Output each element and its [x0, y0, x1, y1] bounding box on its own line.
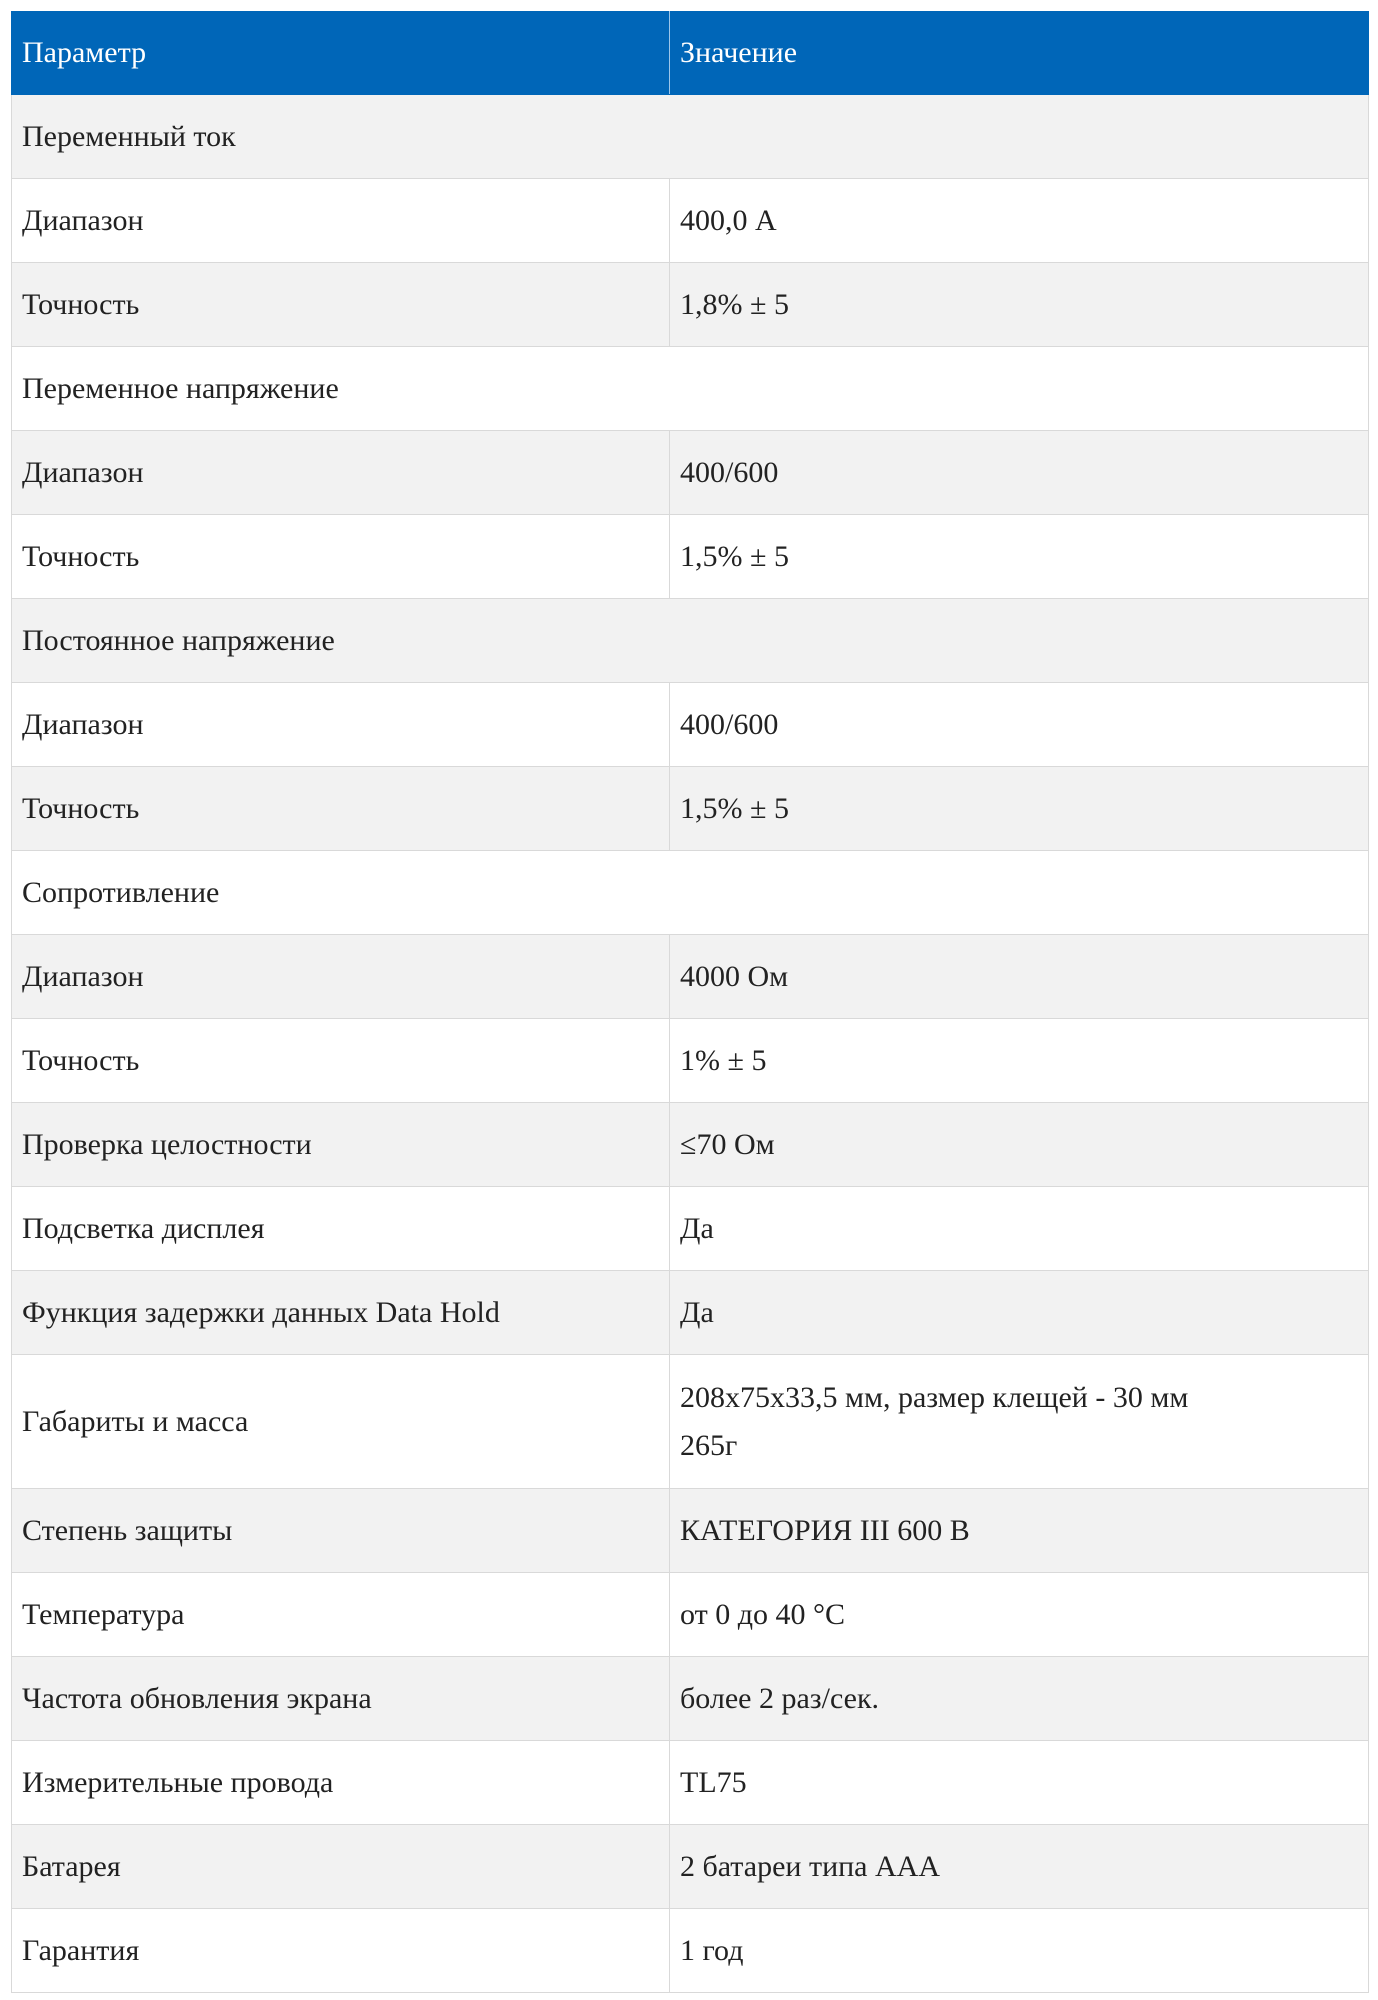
- table-row: [12, 935, 1369, 1019]
- table-row: [12, 1909, 1369, 1993]
- table-row: [12, 179, 1369, 263]
- param-cell: Точность: [12, 1019, 670, 1103]
- table-row: [12, 1657, 1369, 1741]
- table-row: [12, 1825, 1369, 1909]
- param-cell: Точность: [12, 515, 670, 599]
- value-cell: 1% ± 5: [670, 1019, 1369, 1103]
- value-cell: ≤70 Ом: [670, 1103, 1369, 1187]
- value-cell: более 2 раз/сек.: [670, 1657, 1369, 1741]
- param-cell: Гарантия: [12, 1909, 670, 1993]
- value-cell: КАТЕГОРИЯ III 600 В: [670, 1489, 1369, 1573]
- section-row: [12, 95, 1369, 179]
- table-header: [12, 12, 1369, 95]
- table-row: [12, 767, 1369, 851]
- spec-table: [11, 11, 1369, 1993]
- table-row: [12, 1741, 1369, 1825]
- section-label: Постоянное напряжение: [12, 599, 1369, 683]
- param-cell: Функция задержки данных Data Hold: [12, 1271, 670, 1355]
- table-row: [12, 515, 1369, 599]
- param-cell: Диапазон: [12, 935, 670, 1019]
- header-row: [12, 12, 1369, 95]
- param-cell: Батарея: [12, 1825, 670, 1909]
- table-row: [12, 1103, 1369, 1187]
- table-row: [12, 1019, 1369, 1103]
- value-line-mass: 265г: [680, 1428, 738, 1462]
- value-cell: 1 год: [670, 1909, 1369, 1993]
- param-cell: Проверка целостности: [12, 1103, 670, 1187]
- param-cell: Температура: [12, 1573, 670, 1657]
- table-row: [12, 263, 1369, 347]
- param-cell: Диапазон: [12, 431, 670, 515]
- table-row: [12, 683, 1369, 767]
- section-label: Переменный ток: [12, 95, 1369, 179]
- param-cell: Габариты и масса: [12, 1355, 670, 1489]
- param-cell: Подсветка дисплея: [12, 1187, 670, 1271]
- value-cell: 400/600: [670, 431, 1369, 515]
- table-row: [12, 1573, 1369, 1657]
- value-cell: 1,8% ± 5: [670, 263, 1369, 347]
- value-cell: Да: [670, 1187, 1369, 1271]
- value-cell: 2 батареи типа ААА: [670, 1825, 1369, 1909]
- value-cell: от 0 до 40 °С: [670, 1573, 1369, 1657]
- value-cell: 400/600: [670, 683, 1369, 767]
- value-cell: 400,0 А: [670, 179, 1369, 263]
- section-row: [12, 599, 1369, 683]
- value-cell: 1,5% ± 5: [670, 515, 1369, 599]
- value-cell: TL75: [670, 1741, 1369, 1825]
- value-cell: 1,5% ± 5: [670, 767, 1369, 851]
- section-label: Сопротивление: [12, 851, 1369, 935]
- value-cell: 4000 Ом: [670, 935, 1369, 1019]
- value-cell: Да: [670, 1271, 1369, 1355]
- param-cell: Диапазон: [12, 683, 670, 767]
- section-row: [12, 347, 1369, 431]
- value-line-dimensions: 208х75х33,5 мм, размер клещей - 30 мм: [680, 1380, 1189, 1414]
- table-row: [12, 1271, 1369, 1355]
- param-cell: Точность: [12, 263, 670, 347]
- param-cell: Степень защиты: [12, 1489, 670, 1573]
- param-cell: Точность: [12, 767, 670, 851]
- value-cell: [670, 1355, 1369, 1489]
- table-row: [12, 1355, 1369, 1489]
- table-row: [12, 431, 1369, 515]
- param-cell: Частота обновления экрана: [12, 1657, 670, 1741]
- header-value: Значение: [670, 12, 1369, 95]
- section-row: [12, 851, 1369, 935]
- header-param: Параметр: [12, 12, 670, 95]
- param-cell: Измерительные провода: [12, 1741, 670, 1825]
- section-label: Переменное напряжение: [12, 347, 1369, 431]
- table-row: [12, 1187, 1369, 1271]
- param-cell: Диапазон: [12, 179, 670, 263]
- table-row: [12, 1489, 1369, 1573]
